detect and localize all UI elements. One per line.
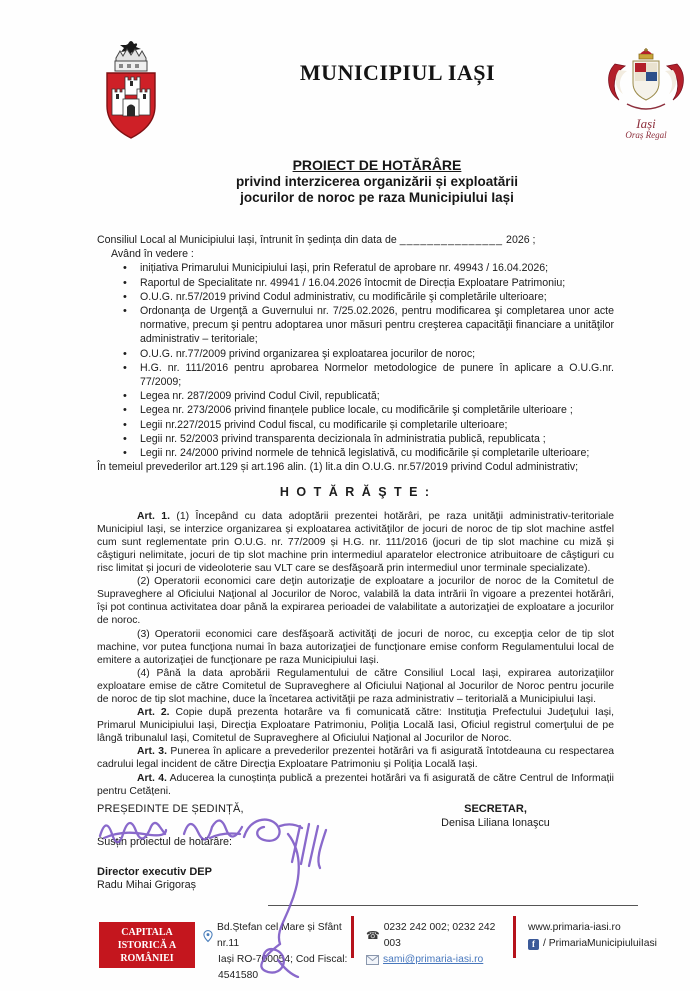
legal-reference-item: • Legii nr. 24/2000 privind normele de tehnică legislativă, cu modificările și completarile ulterioare; <box>140 446 614 460</box>
legal-reference-item: • Legii nr. 52/2003 privind transparenta decizionala în administratia publică, republicata ; <box>140 432 614 446</box>
crest-caption-city: Iași <box>636 116 656 131</box>
legal-reference-item: • Raportul de Specialitate nr. 49941 / 16.04.2026 întocmit de Direcția Exploatare Patrimoniu; <box>140 276 614 290</box>
signature-block <box>97 803 637 891</box>
document-title: PROIECT DE HOTĂRÂRE <box>292 157 462 173</box>
phone-numbers: 0232 242 002; 0232 242 003 <box>383 922 496 949</box>
article-paragraph <box>97 667 614 706</box>
article-text: (2) Operatorii economici care deţin autorizaţie de exploatare a jocurilor de noroc de la Comitetul de Supraveghere al Oficiului Naţional al Jocurilor de Noroc, valabilă la data intrării în vigoare a prezentei hotărâri, își pot continua activitatea doar până la expirarea perioadei de valabilitate a autorizaţiei de exploatare a jocurilor de noroc. <box>97 576 614 627</box>
legal-reference-item: • Legea nr. 287/2009 privind Codul Civil, republicată; <box>140 389 614 403</box>
phone-icon: ☎ <box>366 930 380 942</box>
secretary-name: Denisa Liliana Ionaşcu <box>441 817 550 829</box>
footer-divider-line <box>268 905 638 906</box>
article-text: Aducerea la cunoștința publică a prezentei hotărâri va fi asigurată de către Centrul de Informații pentru Cetățeni. <box>97 772 614 797</box>
legal-reference-item: • Legii nr.227/2015 privind Codul fiscal, cu modificarile și completarile ulterioare; <box>140 418 614 432</box>
footer-red-divider <box>351 916 354 958</box>
facebook-icon: f <box>528 939 539 950</box>
legal-basis-line: În temeiul prevederilor art.129 și art.196 alin. (1) lit.a din O.U.G. nr.57/2019 privind Codul administrativ; <box>97 461 579 474</box>
article-number: Art. 3. <box>137 746 167 758</box>
president-signature-column <box>97 803 394 891</box>
footer-contact-column <box>366 920 511 968</box>
legal-reference-item: • Ordonanţa de Urgenţă a Guvernului nr. 7/25.02.2026, pentru modificarea şi completarea unor acte normative, precum şi pentru adoptarea unor măsuri pentru creşterea capacităţii financiare a unităţilor administrativ – teritoriale; <box>140 304 614 347</box>
secretary-title: SECRETAR, <box>464 803 527 815</box>
article-text: (4) Până la data aprobării Regulamentului de către Consiliul Local Iași, expirarea autorizaţiilor exploatare emise de către Comitetul de Supraveghere al Oficiului Naţional al Jocurilor de Noroc pentru jocurile de noroc de tip slot machine, duce la încetarea activităţii pe raza administrativ – teritorială a Municipiului Iași. <box>97 667 614 705</box>
legal-reference-item: • Legea nr. 273/2006 privind finanțele publice locale, cu modificările şi completările ulterioare ; <box>140 403 614 417</box>
opening-line <box>97 233 614 247</box>
footer-red-divider <box>513 916 516 958</box>
crest-caption-royal: Oraș Regal <box>625 130 667 140</box>
articles-section <box>97 510 614 798</box>
director-name: Radu Mihai Grigoraș <box>97 879 197 891</box>
badge-line: ISTORICĂ A <box>117 940 177 951</box>
legal-reference-item: • inițiativa Primarului Municipiului Iași, prin Referatul de aprobare nr. 49943 / 16.04.2026; <box>140 261 614 275</box>
article-paragraph <box>97 745 614 771</box>
article-paragraph <box>97 772 614 798</box>
date-blank-field: _______________ <box>399 234 504 246</box>
document-title-block <box>0 157 700 207</box>
article-number: Art. 4. <box>137 772 167 784</box>
facebook-link[interactable]: / PrimariaMunicipiuluiIasi <box>543 938 657 949</box>
article-paragraph <box>97 628 614 667</box>
website-link[interactable]: www.primaria-iasi.ro <box>528 922 621 933</box>
email-link[interactable]: sami@primaria-iasi.ro <box>383 954 484 965</box>
opening-year: 2026 ; <box>506 234 536 246</box>
article-text: (3) Operatorii economici care desfăşoară activităţi de jocuri de noroc, cu excepţia celor de tip slot machine, vor putea funcţiona numai în baza autorizaţiei de funcţionare emise conform Regulamentului local de emitere a autorizaţiei de funcţionare pe raza Municipiului Iași. <box>97 628 614 666</box>
article-text: (1) Începând cu data adoptării prezentei hotărâri, pe raza unităţii administrativ-teritoriale Municipiul Iași, se interzice organizarea și exploatarea activităţilor de jocuri de noroc de tip slot machine astfel cum sunt reglementate prin O.U.G. nr. 77/2009 și H.G. nr. 111/2016 (jocuri de tip slot machine cu miză și câştiguri nelimitate, jocuri de tip slot machine prin intermediul aparatelor electronice atribuitoare de câştiguri cu risc limitat și jocuri de videoloterie sau VLT care se desfăşoară prin intermediul unor terminale specializate). <box>97 510 615 575</box>
badge-line: ROMÂNIEI <box>120 953 174 964</box>
legal-reference-item: • O.U.G. nr.77/2009 privind organizarea şi exploatarea jocurilor de noroc; <box>140 347 614 361</box>
article-number: Art. 2. <box>137 707 170 719</box>
street-address: Bd.Ștefan cel Mare și Sfânt nr.11 <box>216 922 342 949</box>
article-paragraph <box>97 706 614 745</box>
badge-line: CAPITALA <box>121 927 173 938</box>
article-paragraph <box>97 510 614 575</box>
iasi-coat-of-arms-icon <box>100 37 162 145</box>
document-subtitle-2: jocurilor de noroc pe raza Municipiului Iași <box>240 190 514 205</box>
secretary-signature-column <box>394 803 637 891</box>
director-role: Director executiv DEP <box>97 866 212 878</box>
article-paragraph <box>97 575 614 627</box>
royal-crest-block <box>599 48 693 140</box>
footer-address-column <box>203 920 353 984</box>
having-regard-label: Având în vedere : <box>111 248 194 261</box>
president-title: PREȘEDINTE DE ȘEDINȚĂ, <box>97 803 244 815</box>
location-pin-icon <box>203 929 213 943</box>
historic-capital-badge <box>99 922 195 968</box>
legal-references-list <box>97 261 614 460</box>
city-fiscal-code: Iași RO-700054; Cod Fiscal: 4541580 <box>218 954 348 981</box>
article-text: Punerea în aplicare a prevederilor prezentei hotărâri va fi asigurată întotdeauna cu respectarea cadrului legal incident de către Direcţia Exploatare Patrimoniu și Poliţia Locală Iași. <box>97 746 614 771</box>
email-envelope-icon <box>366 955 379 965</box>
page-title: MUNICIPIUL IAȘI <box>299 60 496 85</box>
legal-reference-item: • O.U.G. nr.57/2019 privind Codul administrativ, cu modificările şi completările ulterioare; <box>140 290 614 304</box>
footer-web-column <box>528 920 663 952</box>
support-note: Susțin proiectul de hotărâre: <box>97 836 233 848</box>
article-number: Art. 1. <box>137 510 170 522</box>
legal-reference-item: • H.G. nr. 111/2016 pentru aprobarea Normelor metodologice de punere în aplicare a O.U.G.nr. 77/2009; <box>140 361 614 389</box>
decision-heading: H O T Ă R Ă Ş T E : <box>279 485 432 500</box>
document-subtitle-1: privind interzicerea organizării și exploatării <box>235 173 519 189</box>
iasi-royal-crest-icon <box>603 48 689 112</box>
article-text: Copie după prezenta hotarâre va fi comunicată către: Instituţia Prefectului Judeţului Iași, Primarul Municipiului Iași, Direcţia Exploatare Patrimoniu, Poliţia Locală Iasi, Oficiul registrul comerţului de pe lângă tribunalul Iași, Comitetul de Supraveghere al Oficiului Naţional al Jocurilor de Noroc. <box>97 707 614 745</box>
opening-text: Consiliul Local al Municipiului Iași, întrunit în ședința din data de <box>97 234 397 246</box>
document-body <box>97 233 614 798</box>
